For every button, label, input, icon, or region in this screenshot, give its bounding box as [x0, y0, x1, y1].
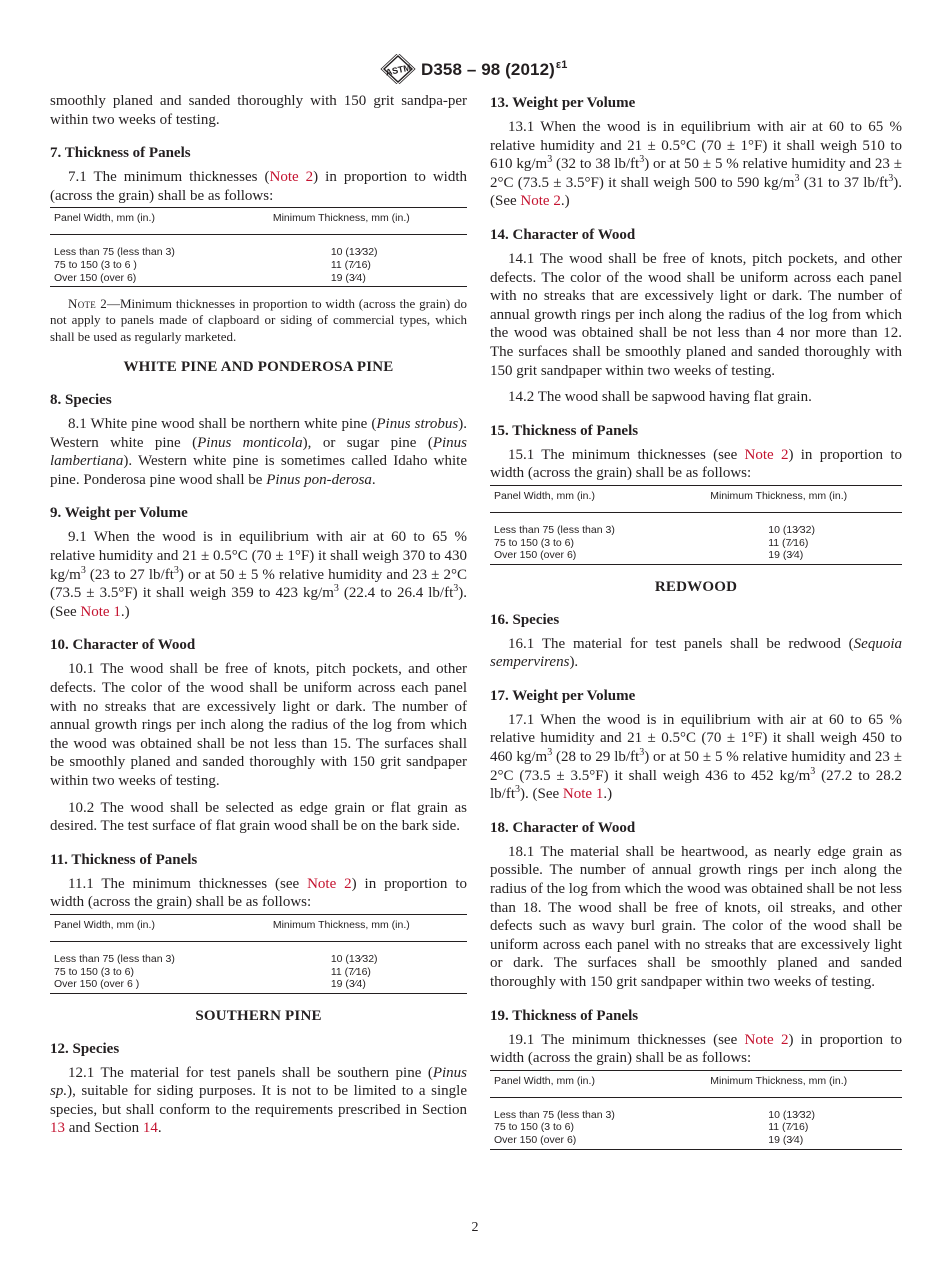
- page-header: [0, 54, 950, 86]
- para-11-1: 11.1 The minimum thicknesses (see Note 2) in proportion to width (across the grain) shall be as follows:: [50, 875, 467, 911]
- table-row: 75 to 150 (3 to 6 ) 11 (7⁄16): [54, 258, 371, 271]
- para-12-1: 12.1 The material for test panels shall be southern pine (Pinus sp.), suitable for siding purposes. It is not to be limited to a single species, but shall conform to the requirements prescribed in Section 13 and Section 14.: [50, 1064, 467, 1137]
- para-14-2: 14.2 The wood shall be sapwood having flat grain.: [508, 389, 812, 406]
- left-column: [50, 92, 467, 1138]
- note-2-link[interactable]: Note 2: [744, 446, 789, 463]
- para-13-1: 13.1 When the wood is in equilibrium with air at 60 to 65 % relative humidity and 21 ± 0.5°C (70 ± 1°F) it shall weigh 510 to 610 $kg/m^3$ (32 to 38 $lb/ft^3$) or at 50 ± 5 % relative humidity and 23 ± 2°C (73.5 ± 3.5°F) it shall weigh 500 to 590 $kg/m^3$ (31 to 37 $lb/ft^3$). (See Note 2.): [490, 119, 902, 210]
- section-14-title: 14. Character of Wood: [490, 226, 636, 243]
- thickness-table-11: [50, 914, 467, 994]
- para-19-1: 19.1 The minimum thicknesses (see Note 2) in proportion to width (across the grain) shall be as follows:: [490, 1031, 902, 1067]
- section-19-title: 19. Thickness of Panels: [490, 1007, 639, 1024]
- para-15-1: 15.1 The minimum thicknesses (see Note 2) in proportion to width (across the grain) shall be as follows:: [490, 446, 902, 482]
- table-header-thickness: Minimum Thickness, mm (in.): [267, 914, 467, 941]
- table-header-width: Panel Width, mm (in.): [490, 1070, 704, 1097]
- table-header-width: Panel Width, mm (in.): [50, 914, 267, 941]
- document-designation: D358 – 98 $(2012)^{\varepsilon 1}$: [421, 59, 568, 79]
- note-2-link[interactable]: Note 2: [269, 169, 314, 186]
- astm-logo-icon: [378, 54, 418, 84]
- table-header-thickness: Minimum Thickness, mm (in.): [704, 485, 902, 512]
- thickness-table-15: [490, 485, 902, 565]
- thickness-table-7: [50, 207, 467, 287]
- table-row: Less than 75 (less than 3) 10 (13⁄32): [54, 246, 378, 259]
- section-14-link[interactable]: 14: [142, 1120, 158, 1137]
- table-row: Less than 75 (less than 3) 10 (13⁄32): [494, 523, 815, 536]
- para-7-1: 7.1 The minimum thicknesses (Note 2) in proportion to width (across the grain) shall be as follows:: [50, 169, 467, 204]
- table-row: Over 150 (over 6) 19 (3⁄4): [490, 549, 902, 564]
- section-8-title: 8. Species: [50, 392, 112, 409]
- heading-redwood: REDWOOD: [654, 578, 738, 595]
- section-15-title: 15. Thickness of Panels: [490, 422, 639, 439]
- section-13-title: 13. Weight per Volume: [490, 95, 636, 111]
- heading-white-pine: WHITE PINE AND PONDEROSA PINE: [123, 359, 394, 376]
- section-10-title: 10. Character of Wood: [50, 637, 196, 654]
- para-17-1: 17.1 When the wood is in equilibrium with air at 60 to 65 % relative humidity and 21 ± 0.5°C (70 ± 1°F) it shall weigh 450 to 460 $kg/m^3$ (28 to 29 $lb/ft^3$) or at 50 ± 5 % relative humidity and 23 ± 2°C (73.5 ± 3.5°F) it shall weigh 436 to 452 $kg/m^3$ (27.2 to 28.2 $lb/ft^3$). (See Note 1.): [490, 711, 902, 803]
- continued-paragraph: smoothly planed and sanded thoroughly with 150 grit sandpa-per within two weeks of testing.: [50, 93, 467, 128]
- para-16-1: 16.1 The material for test panels shall be redwood (Sequoia sempervirens).: [490, 635, 902, 671]
- svg-text:ASTM: ASTM: [384, 62, 412, 78]
- table-row: Less than 75 (less than 3) 10 (13⁄32): [494, 1108, 815, 1121]
- para-14-1: 14.1 The wood shall be free of knots, pitch pockets, and other defects. The color of the wood shall be uniform across each panel with no streaks that are excessively light or dark. The number of annual growth rings per inch along the radius of the log from which the wood was obtained shall be not less than 4 nor more than 12. The surfaces shall be smoothly planed and sanded thoroughly with 150 grit sandpaper within two weeks of testing.: [490, 250, 902, 379]
- table-header-width: Panel Width, mm (in.): [490, 485, 704, 512]
- section-9-title: 9. Weight per Volume: [50, 505, 188, 522]
- para-10-1: 10.1 The wood shall be free of knots, pitch pockets, and other defects. The color of the wood shall be uniform across each panel with no streaks that are excessively light or dark. The number of annual growth rings per inch along the radius of the log from which the wood was obtained shall be not less than 15. The surfaces shall be smoothly planed and sanded thoroughly with 150 grit sandpaper within two weeks of testing.: [50, 661, 467, 789]
- para-10-2: 10.2 The wood shall be selected as edge grain or flat grain as desired. The test surface of flat grain wood shall be on the bark side.: [50, 799, 467, 835]
- table-row: Over 150 (over 6) 19 (3⁄4): [490, 1134, 902, 1149]
- note-2-link[interactable]: Note 2: [744, 1031, 789, 1048]
- para-8-1: 8.1 White pine wood shall be northern white pine (Pinus strobus). Western white pine (Pinus monticola), or sugar pine (Pinus lambertiana). Western white pine is sometimes called Idaho white pine. Ponderosa pine wood shall be Pinus pon-derosa.: [50, 416, 467, 488]
- page-number: 2: [471, 1220, 479, 1235]
- table-row: Over 150 (over 6 ) 19 (3⁄4): [50, 978, 467, 993]
- para-18-1: 18.1 The material shall be heartwood, as nearly edge grain as possible. The number of annual growth rings per inch along the radius of the log from which the wood was obtained shall be not less than 18. The wood shall be free of knots, oil streaks, and other defects such as wavy burl grain. The color of the wood shall be uniform across each panel with no streaks that are excessively light or dark. The surfaces shall be smoothly planed and sanded thoroughly with 150 grit sandpaper within two weeks of testing.: [490, 843, 903, 990]
- right-column: [490, 92, 902, 1150]
- section-16-title: 16. Species: [490, 611, 560, 628]
- table-header-thickness: Minimum Thickness, mm (in.): [267, 208, 467, 235]
- section-11-title: 11. Thickness of Panels: [50, 851, 198, 868]
- thickness-table-19: [490, 1070, 902, 1150]
- note-1-link[interactable]: Note 1: [562, 786, 604, 803]
- table-row: 75 to 150 (3 to 6) 11 (7⁄16): [54, 965, 371, 978]
- section-12-title: 12. Species: [50, 1040, 120, 1057]
- table-header-width: Panel Width, mm (in.): [50, 208, 267, 235]
- para-9-1: 9.1 When the wood is in equilibrium with air at 60 to 65 % relative humidity and 21 ± 0.5°C (70 ± 1°F) it shall weigh 370 to 430 $kg/m^3$ (23 to 27 $lb/ft^3$) or at 50 ± 5 % relative humidity and 23 ± 2°C (73.5 ± 3.5°F) it shall weigh 359 to 423 $kg/m^3$ (22.4 to 26.4 $lb/ft^3$). (See Note 1.): [50, 529, 467, 620]
- note-2: Note 2—Minimum thicknesses in proportion to width (across the grain) do not apply to panels made of clapboard or siding of commercial types, which shall be used as regularly marketed.: [50, 296, 467, 344]
- note-2-link[interactable]: Note 2: [307, 875, 352, 892]
- table-row: Less than 75 (less than 3) 10 (13⁄32): [54, 952, 378, 965]
- section-13-link[interactable]: 13: [50, 1120, 65, 1137]
- section-17-title: 17. Weight per Volume: [490, 687, 636, 704]
- note-2-link[interactable]: Note 2: [520, 193, 561, 210]
- table-header-thickness: Minimum Thickness, mm (in.): [704, 1070, 902, 1097]
- section-7-title: 7. Thickness of Panels: [50, 145, 191, 162]
- note-1-link[interactable]: Note 1: [80, 603, 121, 620]
- table-row: Over 150 (over 6) 19 (3⁄4): [50, 272, 467, 287]
- table-row: 75 to 150 (3 to 6) 11 (7⁄16): [494, 1121, 809, 1134]
- section-18-title: 18. Character of Wood: [490, 819, 636, 836]
- heading-southern-pine: SOUTHERN PINE: [195, 1007, 322, 1024]
- table-row: 75 to 150 (3 to 6) 11 (7⁄16): [494, 536, 809, 549]
